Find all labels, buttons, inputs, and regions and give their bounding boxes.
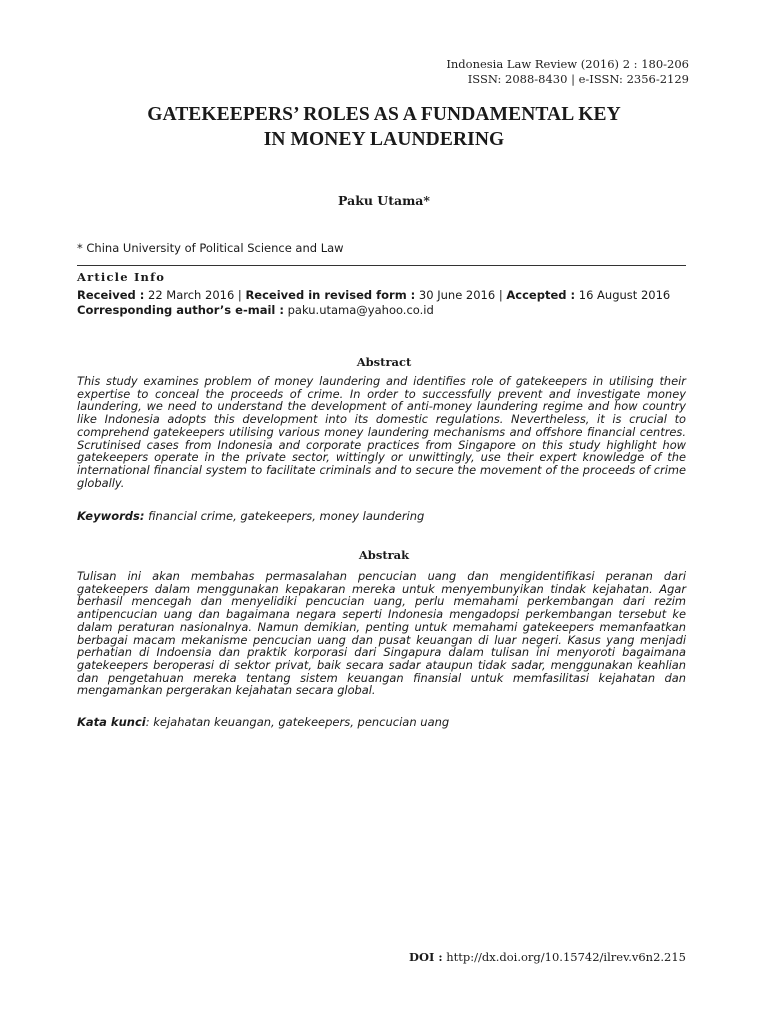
revised-label: Received in revised form : [245,288,416,302]
keywords-value: financial crime, gatekeepers, money laundering [144,509,425,523]
kata-kunci-value: : kejahatan keuangan, gatekeepers, pencucian uang [145,715,450,729]
abstract-heading: Abstract [356,355,412,369]
paper-title [0,102,768,152]
article-dates [77,288,670,303]
email-label: Corresponding author’s e-mail : [77,303,284,317]
kata-kunci-line [77,715,449,729]
kata-kunci-label: Kata kunci [77,715,146,729]
keywords-line [77,509,424,523]
doi-link[interactable]: http://dx.doi.org/10.15742/ilrev.v6n2.215 [442,950,686,964]
accepted-value: 16 August 2016 [575,288,671,302]
received-label: Received : [77,288,145,302]
author-affiliation: * China University of Political Science and Law [77,241,344,255]
revised-value: 30 June 2016 | [415,288,507,302]
abstract-text: This study examines problem of money laundering and identifies role of gatekeepers in utilising their expertise to conceal the proceeds of crime. In order to successfully prevent and investigate money laundering, we need to understand the development of anti-money laundering regime and how country like Indonesia adopts this development into its domestic regulations. Nevertheless, it is crucial to comprehend gatekeepers utilising various money laundering mechanisms and offshore financial centres. Scrutinised cases from Indonesia and corporate practices from Singapore on this study highlight how gatekeepers operate in the private sector, wittingly or unwittingly, use their expert knowledge of the international financial system to facilitate criminals and to secure the movement of the proceeds of crime globally. [77,374,686,490]
journal-meta [446,57,689,87]
journal-citation: Indonesia Law Review (2016) 2 : 180-206 [446,57,689,71]
email-value: paku.utama@yahoo.co.id [283,303,434,317]
journal-issn: ISSN: 2088-8430 | e-ISSN: 2356-2129 [467,72,689,86]
author-name: Paku Utama* [338,193,430,208]
keywords-label: Keywords: [77,509,145,523]
accepted-label: Accepted : [506,288,576,302]
abstrak-text: Tulisan ini akan membahas permasalahan pencucian uang dan mengidentifikasi peranan dari gatekeepers dalam menggunakan kepakaran mereka untuk menyembunyikan tindak kejahatan. Agar berhasil mencegah dan menyelidiki pencucian uang, perlu memahami perkembangan dari rezim antipencucian uang dan bagaimana negara seperti Indonesia mengadopsi perkembangan tersebut ke dalam peraturan nasionalnya. Namun demikian, penting untuk memahami gatekeepers memanfaatkan berbagai macam mekanisme pencucian uang dan pusat keuangan di luar negeri. Kasus yang menjadi perhatian di Indoensia dan praktik korporasi dari Singapura dalam tulisan ini menyoroti bagaimana gatekeepers beroperasi di sektor privat, baik secara sadar ataupun tidak sadar, menggunakan keahlian dan pengetahuan mereka tentang sistem keuangan finansial untuk memfasilitasi kejahatan dan mengamankan pergerakan kejahatan secara global. [77,569,686,698]
section-divider [77,265,686,266]
doi-label: DOI : [408,950,443,964]
title-line-1: GATEKEEPERS’ ROLES AS A FUNDAMENTAL KEY [147,104,621,125]
abstrak-heading: Abstrak [358,548,410,562]
title-line-2: IN MONEY LAUNDERING [263,129,505,150]
corresponding-email [77,303,434,318]
received-value: 22 March 2016 | [144,288,246,302]
doi-line [409,950,686,964]
article-info-heading: Article Info [77,270,166,284]
